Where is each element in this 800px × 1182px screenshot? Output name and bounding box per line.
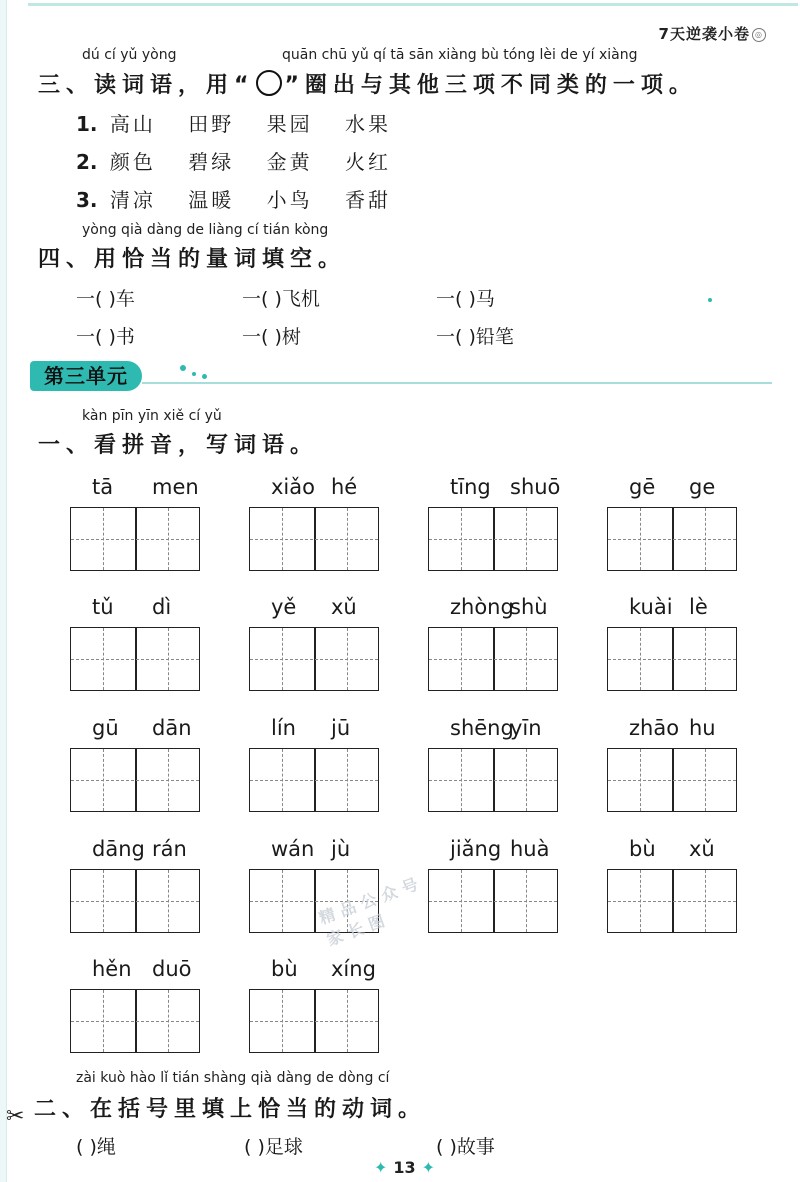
word-option[interactable]: 碧绿 [188, 150, 235, 174]
writing-box[interactable] [428, 748, 558, 812]
word-option[interactable]: 高山 [109, 112, 156, 136]
pinyin-syllable: duō [152, 957, 192, 981]
word-option[interactable]: 小鸟 [266, 188, 313, 212]
section3-heading: 三、读词语，用“ ”圈出与其他三项不同类的一项。 [38, 68, 697, 99]
pinyin-syllable: yě [271, 595, 297, 619]
guide-line [168, 749, 169, 811]
verb-blank[interactable]: ( )故事 [436, 1136, 495, 1158]
decor-dot [180, 365, 186, 371]
guide-line [71, 1021, 199, 1022]
guide-line [103, 508, 104, 570]
decor-dot [192, 372, 196, 376]
pinyin-syllable: shuō [510, 475, 561, 499]
guide-line [250, 539, 378, 540]
pinyin-syllable: jū [331, 716, 351, 740]
writing-box[interactable] [607, 507, 737, 571]
guide-line [103, 749, 104, 811]
word-option[interactable]: 香甜 [344, 188, 391, 212]
pinyin-syllable: zhāo [629, 716, 680, 740]
writing-box[interactable] [428, 627, 558, 691]
star-icon: ✦ [374, 1158, 388, 1177]
top-rule [28, 3, 798, 6]
pinyin-syllable: huà [510, 837, 550, 861]
guide-line [608, 539, 736, 540]
measure-word-blank[interactable]: 一( )车 [76, 288, 135, 310]
writing-box[interactable] [428, 507, 558, 571]
measure-word-blank[interactable]: 一( )树 [242, 326, 301, 348]
pinyin-syllable: lè [689, 595, 708, 619]
guide-line [429, 659, 557, 660]
pinyin-syllable: xǔ [331, 595, 357, 619]
pinyin-syllable: gū [92, 716, 119, 740]
writing-box[interactable] [70, 748, 200, 812]
guide-line [250, 1021, 378, 1022]
pinyin-syllable: xíng [331, 957, 376, 981]
guide-line [250, 659, 378, 660]
decor-dot [202, 374, 207, 379]
page-left-edge [0, 0, 7, 1182]
section1-pinyin: kàn pīn yīn xiě cí yǔ [82, 408, 222, 424]
writing-box[interactable] [607, 748, 737, 812]
guide-line [526, 628, 527, 690]
writing-box[interactable] [70, 627, 200, 691]
pinyin-syllable: men [152, 475, 199, 499]
pinyin-syllable: bù [629, 837, 656, 861]
guide-line [526, 749, 527, 811]
section3-item-1: 1. 高山 田野 果园 水果 [76, 112, 391, 136]
pinyin-syllable: rán [152, 837, 187, 861]
word-option[interactable]: 金黄 [266, 150, 313, 174]
star-icon: ✦ [421, 1158, 436, 1177]
word-option[interactable]: 温暖 [188, 188, 235, 212]
unit-banner [30, 360, 770, 394]
guide-line [640, 508, 641, 570]
writing-box[interactable] [70, 869, 200, 933]
section4-pinyin: yòng qià dàng de liàng cí tián kòng [82, 222, 329, 238]
word-option[interactable]: 颜色 [109, 150, 156, 174]
section3-pinyin-b: quān chū yǔ qí tā sān xiàng bù tóng lèi de yí xiàng [282, 47, 638, 63]
guide-line [526, 870, 527, 932]
guide-line [461, 508, 462, 570]
guide-line [168, 508, 169, 570]
section3-item-3: 3. 清凉 温暖 小鸟 香甜 [76, 188, 391, 212]
guide-line [640, 749, 641, 811]
guide-line [705, 870, 706, 932]
guide-line [71, 659, 199, 660]
measure-word-blank[interactable]: 一( )书 [76, 326, 135, 348]
pinyin-syllable: lín [271, 716, 296, 740]
scissors-icon: ✂ [6, 1104, 25, 1129]
unit-title: 第三单元 [30, 361, 142, 391]
unit-rule [142, 382, 772, 384]
section1-heading: 一、看拼音，写词语。 [38, 433, 319, 458]
writing-box[interactable] [70, 989, 200, 1053]
word-option[interactable]: 清凉 [109, 188, 156, 212]
measure-word-blank[interactable]: 一( )铅笔 [436, 326, 514, 348]
guide-line [103, 870, 104, 932]
guide-line [103, 990, 104, 1052]
guide-line [103, 628, 104, 690]
guide-line [429, 780, 557, 781]
writing-box[interactable] [249, 507, 379, 571]
pinyin-syllable: hu [689, 716, 716, 740]
guide-line [347, 749, 348, 811]
guide-line [347, 990, 348, 1052]
guide-line [705, 628, 706, 690]
section2-heading: 二、在括号里填上恰当的动词。 [34, 1097, 427, 1122]
verb-blank[interactable]: ( )绳 [76, 1136, 116, 1158]
pinyin-syllable: tǔ [92, 595, 114, 619]
section3-item-2: 2. 颜色 碧绿 金黄 火红 [76, 150, 391, 174]
guide-line [282, 628, 283, 690]
measure-word-blank[interactable]: 一( )马 [436, 288, 495, 310]
guide-line [640, 870, 641, 932]
pinyin-syllable: bù [271, 957, 298, 981]
pinyin-syllable: xiǎo [271, 475, 315, 499]
pinyin-syllable: jiǎng [450, 837, 502, 861]
watermark-stamp: 精品公众号 家长图 [316, 872, 427, 950]
section2-pinyin: zài kuò hào lǐ tián shàng qià dàng de dòng cí [76, 1070, 390, 1086]
writing-box[interactable] [70, 507, 200, 571]
guide-line [347, 508, 348, 570]
word-option[interactable]: 果园 [266, 112, 313, 136]
guide-line [526, 508, 527, 570]
writing-box[interactable] [249, 627, 379, 691]
section3-pinyin-a: dú cí yǔ yòng [82, 47, 177, 63]
word-option[interactable]: 火红 [344, 150, 391, 174]
pinyin-syllable: xǔ [689, 837, 715, 861]
pinyin-syllable: dān [152, 716, 192, 740]
guide-line [347, 628, 348, 690]
pinyin-syllable: ge [689, 475, 716, 499]
guide-line [71, 539, 199, 540]
guide-line [608, 780, 736, 781]
guide-line [168, 870, 169, 932]
pinyin-syllable: dì [152, 595, 172, 619]
brand-ring-icon: ◎ [752, 28, 766, 42]
guide-line [429, 539, 557, 540]
pinyin-syllable: shēng [450, 716, 514, 740]
guide-line [282, 749, 283, 811]
pinyin-syllable: wán [271, 837, 315, 861]
guide-line [282, 508, 283, 570]
book-title: 7天逆袭小卷 ◎ [659, 23, 766, 44]
guide-line [168, 990, 169, 1052]
decor-dot [708, 298, 712, 302]
measure-word-blank[interactable]: 一( )飞机 [242, 288, 320, 310]
pinyin-syllable: hěn [92, 957, 132, 981]
pinyin-syllable: hé [331, 475, 358, 499]
pinyin-syllable: jù [331, 837, 351, 861]
pinyin-syllable: dāng [92, 837, 145, 861]
guide-line [705, 749, 706, 811]
guide-line [461, 628, 462, 690]
guide-line [608, 659, 736, 660]
pinyin-syllable: tīng [450, 475, 491, 499]
section4-heading: 四、用恰当的量词填空。 [38, 247, 347, 272]
pinyin-syllable: tā [92, 475, 114, 499]
guide-line [282, 870, 283, 932]
guide-line [71, 780, 199, 781]
guide-line [168, 628, 169, 690]
guide-line [705, 508, 706, 570]
guide-line [71, 901, 199, 902]
pinyin-syllable: zhòng [450, 595, 514, 619]
word-option[interactable]: 田野 [188, 112, 235, 136]
writing-box[interactable] [607, 627, 737, 691]
guide-line [250, 780, 378, 781]
pinyin-syllable: gē [629, 475, 656, 499]
writing-box[interactable] [249, 748, 379, 812]
pinyin-syllable: shù [510, 595, 548, 619]
pinyin-syllable: yīn [510, 716, 542, 740]
guide-line [461, 749, 462, 811]
guide-line [282, 990, 283, 1052]
circle-symbol-icon [256, 70, 282, 96]
guide-line [608, 901, 736, 902]
word-option[interactable]: 水果 [344, 112, 391, 136]
guide-line [640, 628, 641, 690]
writing-box[interactable] [607, 869, 737, 933]
pinyin-syllable: kuài [629, 595, 673, 619]
verb-blank[interactable]: ( )足球 [244, 1136, 303, 1158]
page-number: ✦ 13 ✦ [374, 1158, 436, 1177]
